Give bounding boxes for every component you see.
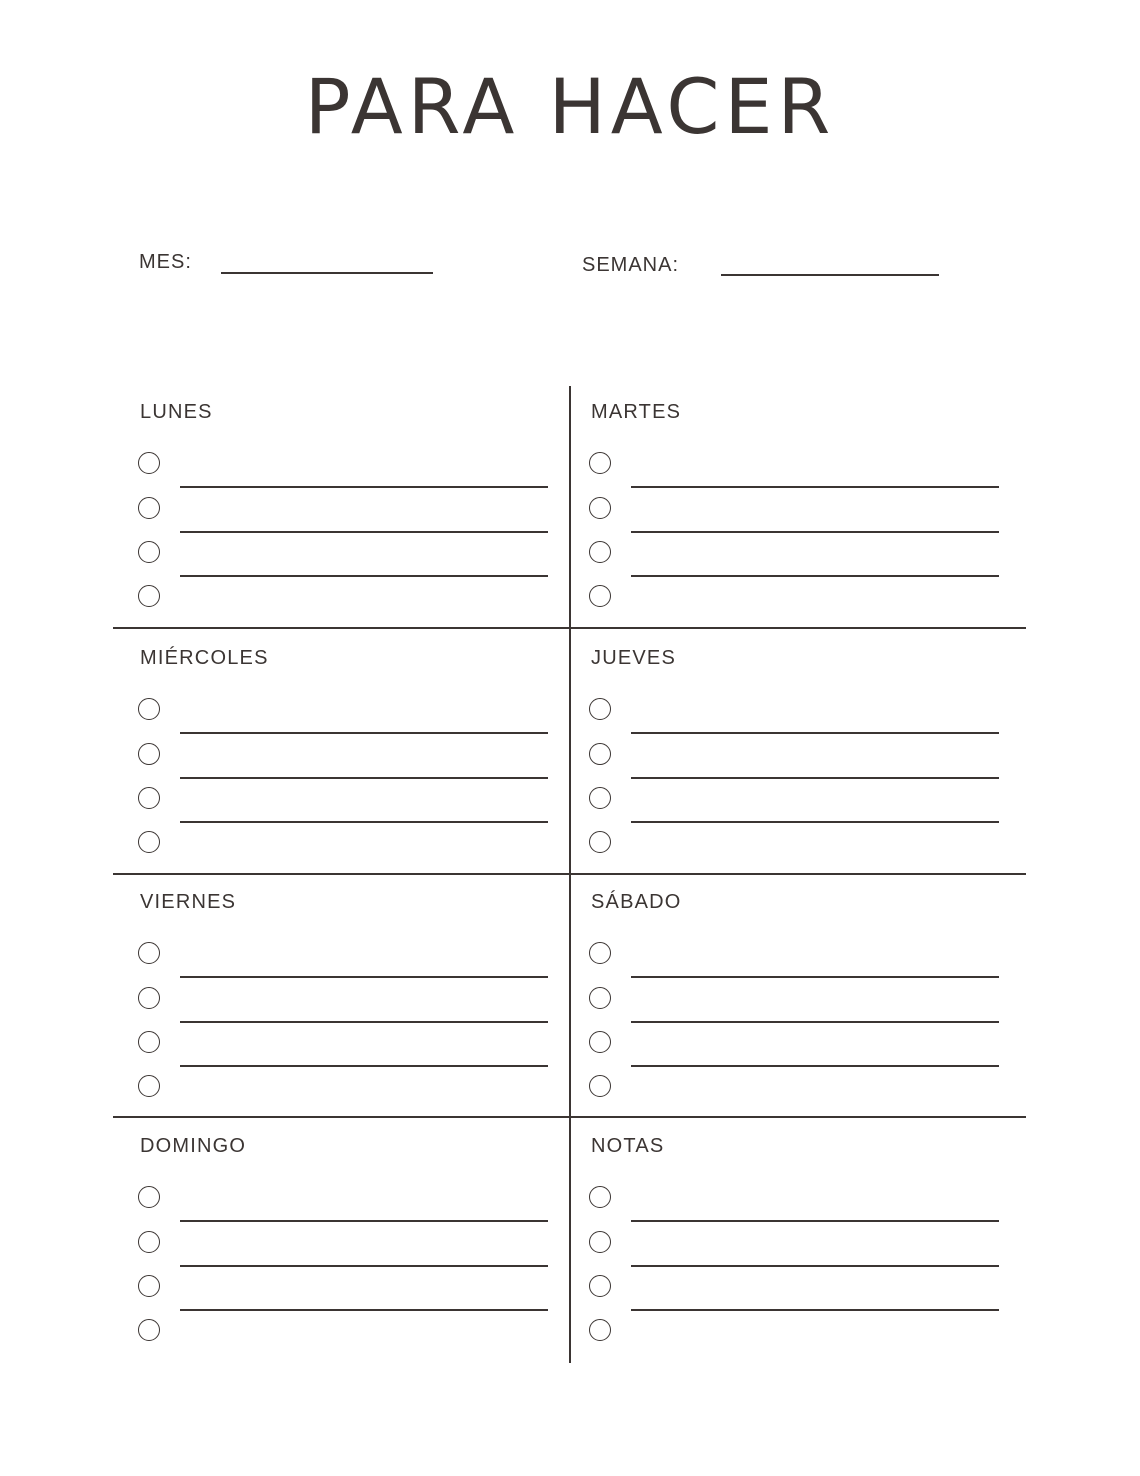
task-input-line[interactable] — [180, 1220, 548, 1222]
grid-divider-horizontal — [113, 627, 1026, 629]
section-lunes — [113, 386, 569, 626]
task-input-line[interactable] — [631, 1309, 999, 1311]
task-checkbox[interactable] — [138, 1075, 160, 1097]
task-input-line[interactable] — [180, 732, 548, 734]
task-checkbox[interactable] — [138, 1231, 160, 1253]
task-checkbox[interactable] — [589, 942, 611, 964]
task-checkbox[interactable] — [138, 541, 160, 563]
section-label: MARTES — [591, 401, 682, 423]
section-label: JUEVES — [591, 647, 677, 669]
task-input-line[interactable] — [631, 1021, 999, 1023]
task-input-line[interactable] — [180, 1021, 548, 1023]
task-checkbox[interactable] — [589, 497, 611, 519]
task-input-line[interactable] — [631, 531, 999, 533]
section-domingo — [113, 1120, 569, 1360]
task-input-line[interactable] — [631, 821, 999, 823]
task-input-line[interactable] — [631, 486, 999, 488]
section-label: NOTAS — [591, 1135, 665, 1157]
task-input-line[interactable] — [631, 575, 999, 577]
task-input-line[interactable] — [631, 777, 999, 779]
grid-divider-horizontal — [113, 1116, 1026, 1118]
week-input-line[interactable] — [721, 274, 939, 276]
task-checkbox[interactable] — [138, 787, 160, 809]
task-input-line[interactable] — [180, 575, 548, 577]
task-checkbox[interactable] — [589, 585, 611, 607]
task-input-line[interactable] — [180, 821, 548, 823]
task-checkbox[interactable] — [138, 1031, 160, 1053]
section-miercoles — [113, 632, 569, 872]
task-input-line[interactable] — [180, 486, 548, 488]
section-notas — [564, 1120, 1020, 1360]
task-checkbox[interactable] — [589, 1186, 611, 1208]
section-jueves — [564, 632, 1020, 872]
task-checkbox[interactable] — [589, 1275, 611, 1297]
task-checkbox[interactable] — [589, 787, 611, 809]
task-checkbox[interactable] — [138, 452, 160, 474]
task-checkbox[interactable] — [589, 698, 611, 720]
section-viernes — [113, 876, 569, 1116]
section-label: VIERNES — [140, 891, 237, 913]
task-input-line[interactable] — [180, 1065, 548, 1067]
task-checkbox[interactable] — [589, 1031, 611, 1053]
task-input-line[interactable] — [631, 976, 999, 978]
page-title: PARA HACER — [304, 62, 836, 151]
task-input-line[interactable] — [631, 732, 999, 734]
task-input-line[interactable] — [631, 1220, 999, 1222]
week-label: SEMANA: — [582, 254, 680, 276]
task-checkbox[interactable] — [589, 1075, 611, 1097]
task-checkbox[interactable] — [138, 831, 160, 853]
task-checkbox[interactable] — [138, 1186, 160, 1208]
section-sabado — [564, 876, 1020, 1116]
section-label: LUNES — [140, 401, 213, 423]
task-checkbox[interactable] — [138, 698, 160, 720]
task-input-line[interactable] — [180, 1265, 548, 1267]
task-input-line[interactable] — [180, 531, 548, 533]
grid-divider-horizontal — [113, 873, 1026, 875]
task-checkbox[interactable] — [138, 1319, 160, 1341]
task-checkbox[interactable] — [138, 1275, 160, 1297]
section-label: DOMINGO — [140, 1135, 247, 1157]
task-input-line[interactable] — [180, 1309, 548, 1311]
task-checkbox[interactable] — [589, 987, 611, 1009]
task-checkbox[interactable] — [589, 1231, 611, 1253]
task-checkbox[interactable] — [138, 585, 160, 607]
task-checkbox[interactable] — [138, 497, 160, 519]
task-input-line[interactable] — [631, 1265, 999, 1267]
task-input-line[interactable] — [180, 777, 548, 779]
task-checkbox[interactable] — [589, 452, 611, 474]
task-checkbox[interactable] — [589, 743, 611, 765]
task-checkbox[interactable] — [138, 987, 160, 1009]
section-label: MIÉRCOLES — [140, 647, 269, 669]
section-label: SÁBADO — [591, 891, 682, 913]
month-label: MES: — [139, 251, 192, 273]
task-checkbox[interactable] — [589, 831, 611, 853]
month-input-line[interactable] — [221, 272, 433, 274]
task-checkbox[interactable] — [138, 743, 160, 765]
section-martes — [564, 386, 1020, 626]
task-checkbox[interactable] — [138, 942, 160, 964]
task-checkbox[interactable] — [589, 1319, 611, 1341]
task-input-line[interactable] — [180, 976, 548, 978]
task-input-line[interactable] — [631, 1065, 999, 1067]
task-checkbox[interactable] — [589, 541, 611, 563]
